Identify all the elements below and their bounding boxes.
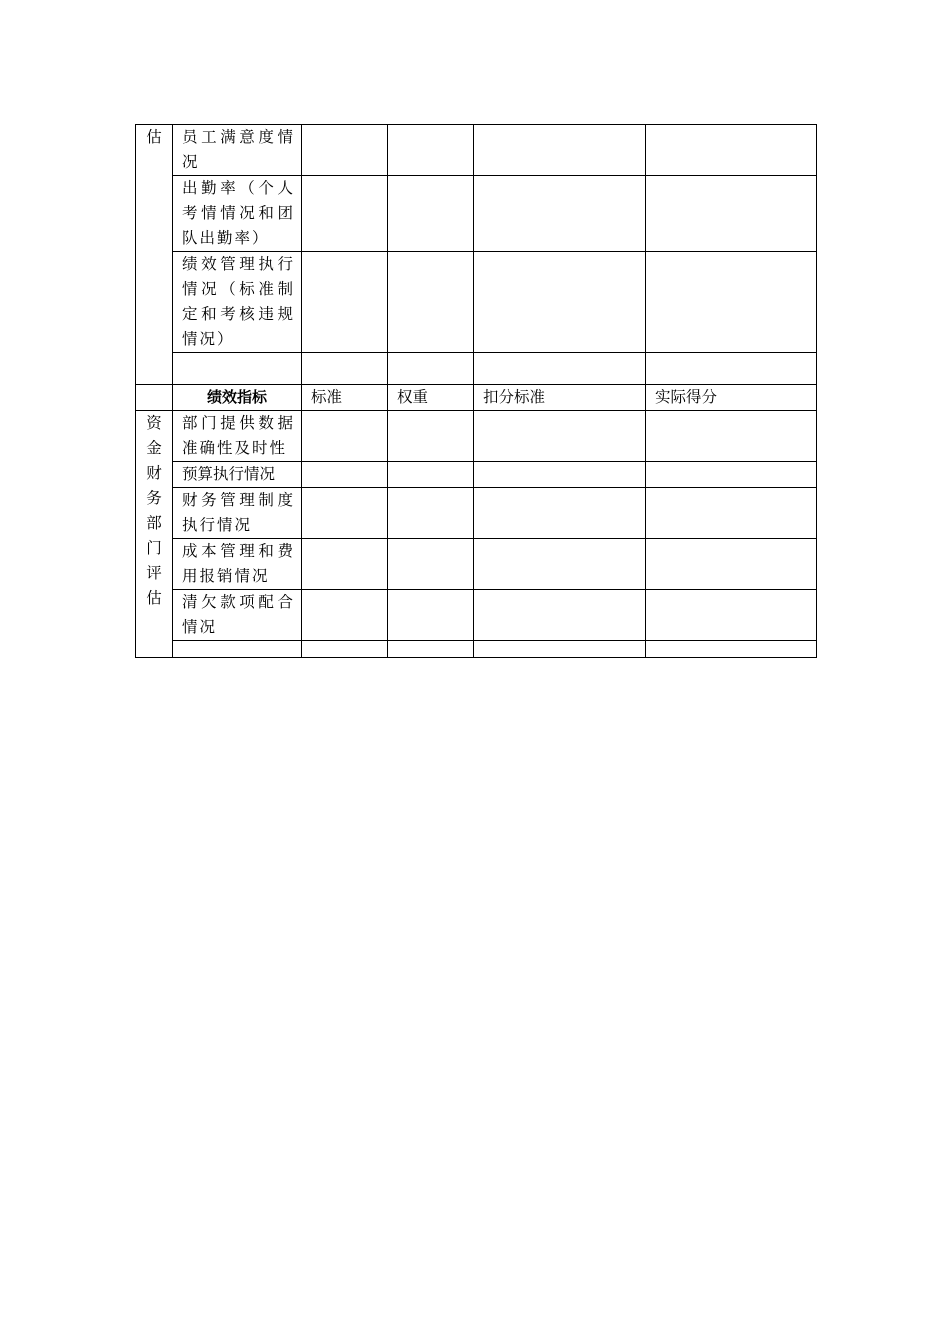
weight-cell[interactable] [388,411,474,462]
category-char: 财 [146,464,162,482]
header-category-cell [136,385,173,411]
indicator-cell: 部门提供数据准确性及时性 [173,411,302,462]
score-cell[interactable] [646,353,817,385]
category-cell [136,411,173,658]
weight-cell[interactable] [388,353,474,385]
category-char: 门 [146,539,162,557]
score-cell[interactable] [646,252,817,353]
deduction-cell[interactable] [474,641,646,658]
standard-cell[interactable] [302,353,388,385]
category-char: 评 [146,564,162,582]
indicator-cell: 出勤率（个人考情情况和团队出勤率） [173,176,302,252]
table-row [136,462,817,488]
deduction-cell[interactable] [474,488,646,539]
weight-cell[interactable] [388,641,474,658]
header-deduction: 扣分标准 [474,385,646,411]
header-indicator: 绩效指标 [173,385,302,411]
table-row [136,641,817,658]
header-weight: 权重 [388,385,474,411]
indicator-cell: 成本管理和费用报销情况 [173,539,302,590]
deduction-cell[interactable] [474,411,646,462]
table-row [136,411,817,462]
deduction-cell[interactable] [474,125,646,176]
deduction-cell[interactable] [474,252,646,353]
category-char: 部 [146,514,162,532]
table-row [136,488,817,539]
indicator-cell: 员工满意度情况 [173,125,302,176]
standard-cell[interactable] [302,252,388,353]
standard-cell[interactable] [302,125,388,176]
deduction-cell[interactable] [474,353,646,385]
score-cell[interactable] [646,488,817,539]
header-actual-score: 实际得分 [646,385,817,411]
score-cell[interactable] [646,411,817,462]
indicator-cell: 清欠款项配合情况 [173,590,302,641]
category-char: 估 [146,128,162,146]
table-row [136,125,817,176]
table-row [136,252,817,353]
category-char: 务 [146,489,162,507]
indicator-cell: 预算执行情况 [173,462,302,488]
weight-cell[interactable] [388,590,474,641]
score-cell[interactable] [646,125,817,176]
weight-cell[interactable] [388,488,474,539]
category-char: 资 [146,414,162,432]
weight-cell[interactable] [388,176,474,252]
deduction-cell[interactable] [474,462,646,488]
standard-cell[interactable] [302,641,388,658]
deduction-cell[interactable] [474,176,646,252]
evaluation-table-container [135,124,816,658]
weight-cell[interactable] [388,539,474,590]
standard-cell[interactable] [302,176,388,252]
standard-cell[interactable] [302,411,388,462]
header-row [136,385,817,411]
weight-cell[interactable] [388,462,474,488]
standard-cell[interactable] [302,488,388,539]
weight-cell[interactable] [388,125,474,176]
table-row [136,539,817,590]
evaluation-table [135,124,817,658]
header-standard: 标准 [302,385,388,411]
category-cell [136,125,173,385]
score-cell[interactable] [646,176,817,252]
table-row [136,590,817,641]
table-row [136,353,817,385]
standard-cell[interactable] [302,539,388,590]
score-cell[interactable] [646,539,817,590]
indicator-cell: 绩效管理执行情况（标准制定和考核违规情况） [173,252,302,353]
score-cell[interactable] [646,641,817,658]
category-char: 估 [146,589,162,607]
category-char: 金 [146,439,162,457]
standard-cell[interactable] [302,462,388,488]
indicator-cell[interactable] [173,641,302,658]
table-row [136,176,817,252]
indicator-cell[interactable] [173,353,302,385]
standard-cell[interactable] [302,590,388,641]
score-cell[interactable] [646,590,817,641]
weight-cell[interactable] [388,252,474,353]
indicator-cell: 财务管理制度执行情况 [173,488,302,539]
score-cell[interactable] [646,462,817,488]
deduction-cell[interactable] [474,539,646,590]
deduction-cell[interactable] [474,590,646,641]
